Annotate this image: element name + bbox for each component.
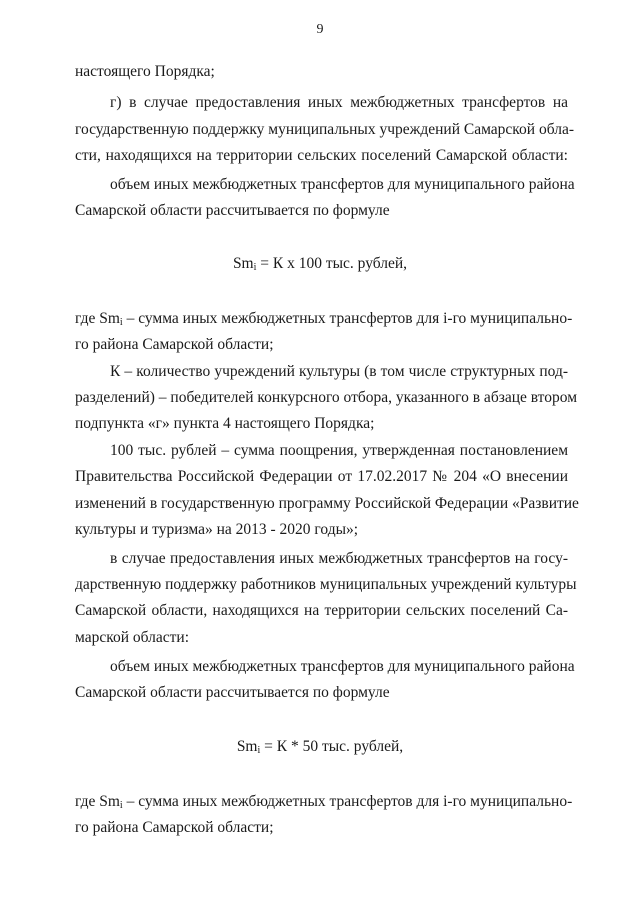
text-line-19: марской области:	[75, 629, 189, 646]
text-line-6: Самарской области рассчитывается по формуле	[75, 202, 390, 219]
formula-2-subscript: i	[257, 745, 261, 756]
text-line-13: Правительства Российской Федерации от 17.02.2017 № 204 «О внесении	[75, 468, 568, 485]
text-line-18: Самарской области, находящихся на территории сельских поселений Са-	[75, 602, 568, 619]
text-line-3: государственную поддержку муниципальных учреждений Самарской обла-	[75, 121, 574, 138]
text-line-23: го района Самарской области;	[75, 819, 274, 836]
text-line-7-end: – сумма иных межбюджетных трансфертов для i-го муниципально-	[122, 310, 573, 327]
text-line-21: Самарской области рассчитывается по формуле	[75, 684, 390, 701]
text-line-9: К – количество учреждений культуры (в том числе структурных под-	[110, 363, 568, 380]
formula-1	[0, 254, 640, 278]
formula-2-expression: = К * 50 тыс. рублей,	[260, 738, 404, 755]
text-line-2: г) в случае предоставления иных межбюджетных трансфертов на	[110, 94, 568, 111]
text-line-7	[75, 309, 573, 333]
text-line-8: го района Самарской области;	[75, 336, 274, 353]
text-line-22-end: – сумма иных межбюджетных трансфертов для i-го муниципально-	[122, 793, 573, 810]
text-line-22-start: где Sm	[75, 793, 120, 810]
text-line-22	[75, 792, 573, 816]
text-line-7-subscript: i	[119, 317, 123, 328]
formula-1-symbol: Sm	[232, 255, 254, 272]
text-line-1: настоящего Порядка;	[75, 63, 215, 80]
text-line-7-start: где Sm	[75, 310, 120, 327]
text-line-10: разделений) – победителей конкурсного отбора, указанного в абзаце втором	[75, 389, 578, 406]
text-line-17: дарственную поддержку работников муниципальных учреждений культуры	[75, 576, 577, 593]
text-line-14: изменений в государственную программу Российской Федерации «Развитие	[75, 495, 579, 512]
page-number: 9	[316, 22, 324, 37]
text-line-5: объем иных межбюджетных трансфертов для муниципального района	[110, 176, 575, 193]
formula-1-subscript: i	[253, 262, 257, 273]
text-line-4: сти, находящихся на территории сельских поселений Самарской области:	[75, 147, 568, 164]
text-line-22-subscript: i	[119, 800, 123, 811]
formula-2	[0, 737, 640, 761]
text-line-12: 100 тыс. рублей – сумма поощрения, утвержденная постановлением	[110, 442, 568, 459]
text-line-16: в случае предоставления иных межбюджетных трансфертов на госу-	[110, 550, 568, 567]
text-line-20: объем иных межбюджетных трансфертов для муниципального района	[110, 658, 575, 675]
formula-2-symbol: Sm	[236, 738, 258, 755]
text-line-15: культуры и туризма» на 2013 - 2020 годы»;	[75, 521, 359, 538]
formula-1-expression: = К х 100 тыс. рублей,	[256, 255, 408, 272]
text-line-11: подпункта «г» пункта 4 настоящего Порядка;	[75, 415, 375, 432]
